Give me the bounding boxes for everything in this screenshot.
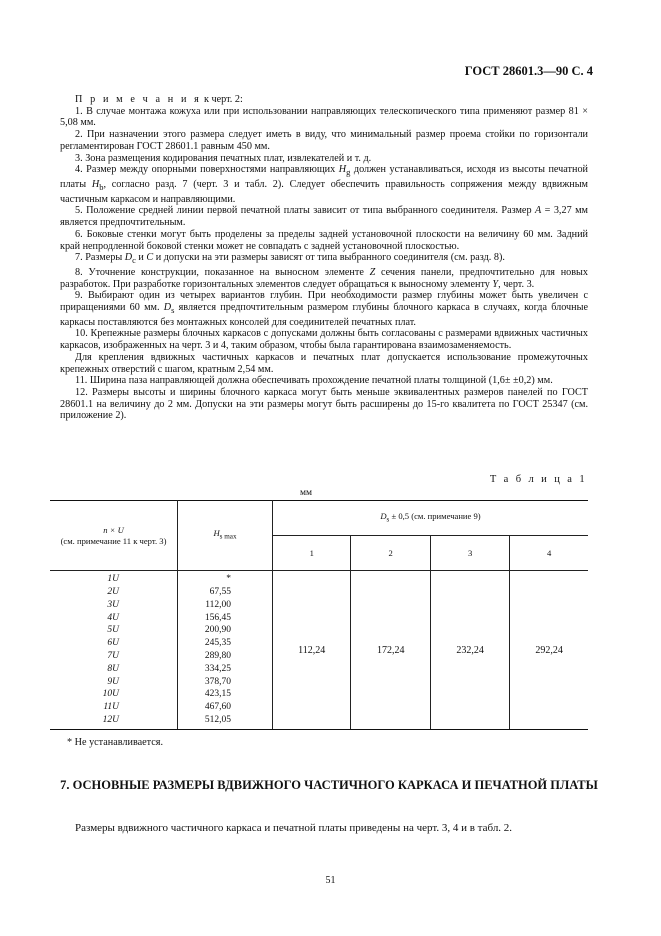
- note-10-continued: Для крепления вдвижных частичных каркасов и печатных плат допускается использование промежуточных крепежных отверстий с шагом, кратным 2,54 мм.: [60, 351, 588, 375]
- depth-col-2: 2: [351, 536, 430, 571]
- section-text: Размеры вдвижного частичного каркаса и печатной платы приведены на черт. 3, 4 и в табл. 2.: [75, 822, 513, 834]
- note-8: 8. Уточнение конструкции, показанное на выносном элементе Z сечения панели, предпочтительно для новых разработок. При разработке горизонтальных элементов следует обращаться к выносному элементу Y, черт. 3.: [60, 266, 588, 290]
- notes-heading: [60, 94, 588, 106]
- table-footnote: * Не устанавливается.: [67, 737, 164, 748]
- note-5: 5. Положение средней линии первой печатной платы зависит от типа выбранного соединителя. Размер A = 3,27 мм является предпочтительным.: [60, 205, 588, 229]
- note-6: 6. Боковые стенки могут быть проделены за пределы задней установочной плоскости на величину 60 мм. Задний край непродленной боковой стенки может не совпадать с задней установочной плоскостью.: [60, 228, 588, 252]
- dimensions-table: [50, 500, 588, 730]
- note-11: 11. Ширина паза направляющей должна обеспечивать прохождение печатной платы толщиной (1,6± ±0,2) мм.: [75, 375, 553, 387]
- table-unit: мм: [300, 488, 313, 498]
- depth-value-3: 232,24: [430, 571, 509, 730]
- notes-ref: к черт. 2:: [201, 94, 243, 105]
- depth-col-4: 4: [510, 536, 588, 571]
- depth-value-4: 292,24: [510, 571, 588, 730]
- note-10: 10. Крепежные размеры блочных каркасов с допусками должны быть согласованы с размерами вдвижных частичных каркасов, изображенных на черт. 3 и 4, таким образом, чтобы была гарантирована взаимозаменяемость.: [60, 328, 588, 352]
- note-3: 3. Зона размещения кодирования печатных плат, извлекателей и т. д.: [75, 152, 372, 164]
- height-values-cell: * 67,55 112,00 156,45 200,90 245,35 289,80 334,25 378,70 423,15 467,60 512,05: [178, 571, 273, 730]
- notes-title: П р и м е ч а н и я: [75, 94, 202, 105]
- note-4: 4. Размер между опорными поверхностями направляющих $H_g$ должен устанавливаться, исходя из высоты печатной платы $H_b$, согласно разд. 7 (черт. 3 и табл. 2). Следует обеспечить правильность сопряжения между вдвижным частичным каркасом и направляющими.: [60, 164, 588, 205]
- note-2: 2. При назначении этого размера следует иметь в виду, что минимальный размер проема стойки по горизонтали регламентирован ГОСТ 28601.1 равным 450 мм.: [60, 129, 588, 152]
- notes-block: [60, 94, 588, 422]
- note-7: 7. Размеры $D_с$ и C и допуски на эти размеры зависят от типа выбранного соединителя (см. разд. 8).: [75, 252, 505, 266]
- header-height-max: $H_{s max}$: [178, 501, 273, 571]
- section-title: 7. ОСНОВНЫЕ РАЗМЕРЫ ВДВИЖНОГО ЧАСТИЧНОГО КАРКАСА И ПЕЧАТНОЙ ПЛАТЫ: [60, 778, 598, 792]
- note-9: 9. Выбирают один из четырех вариантов глубин. При необходимости размер глубины может быть увеличен с приращениями 60 мм. $D_s$ является предпочтительным размером глубины блочного каркаса в случаях, когда блочные каркасы поставляются без монтажных консолей для соединителей печатных плат.: [60, 290, 588, 328]
- depth-value-2: 172,24: [351, 571, 430, 730]
- depth-col-3: 3: [430, 536, 509, 571]
- module-values-cell: 1U 2U 3U 4U 5U 6U 7U 8U 9U 10U 11U 12U: [50, 571, 178, 730]
- depth-col-1: 1: [273, 536, 351, 571]
- header-depth: $D_s \pm 0,5$ (см. примечание 9): [273, 501, 589, 536]
- header-module-size: n × U (см. примечание 11 к черт. 3): [50, 501, 178, 571]
- depth-value-1: 112,24: [273, 571, 351, 730]
- page-header: ГОСТ 28601.3—90 С. 4: [464, 64, 593, 78]
- table-caption: Т а б л и ц а 1: [489, 474, 587, 485]
- note-12: 12. Размеры высоты и ширины блочного каркаса могут быть меньше эквивалентных размеров панелей по ГОСТ 28601.1 на величину до 2 мм. Допуски на эти размеры могут быть расширены до 15-го квалитета по ГОСТ 25347 (см. приложение 2).: [60, 387, 588, 422]
- page-number: 51: [325, 875, 336, 886]
- note-1: 1. В случае монтажа кожуха или при использовании направляющих телескопического типа применяют размер 81 × 5,08 мм.: [60, 105, 588, 129]
